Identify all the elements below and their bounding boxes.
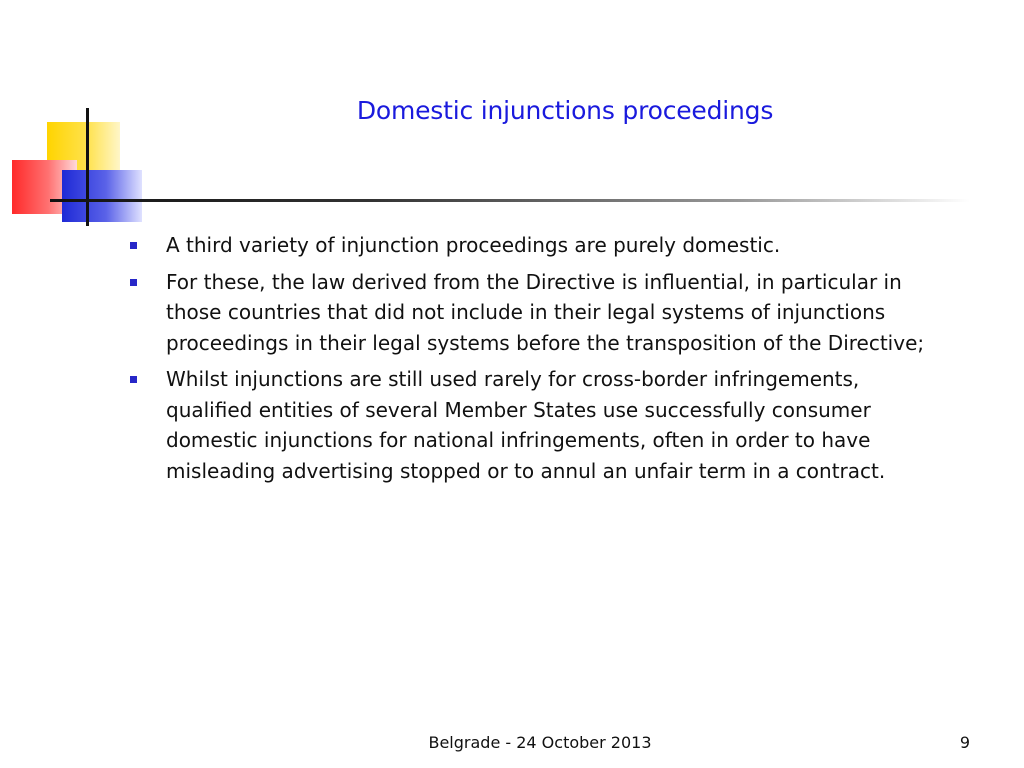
vertical-rule (86, 108, 89, 226)
square-bullet-icon (130, 242, 137, 249)
bullet-item (128, 364, 943, 486)
bullet-text: For these, the law derived from the Directive is influential, in particular in those countries that did not include in their legal systems of injunctions proceedings in their legal systems before the transposition of the Directive; (166, 269, 925, 355)
page-number: 9 (959, 733, 970, 752)
bullet-item (128, 267, 943, 359)
blue-square-icon (62, 170, 142, 222)
bullet-list (128, 230, 943, 492)
title-divider (50, 199, 970, 202)
square-bullet-icon (130, 376, 137, 383)
bullet-text: A third variety of injunction proceedings are purely domestic. (166, 233, 781, 257)
bullet-item (128, 230, 943, 261)
bullet-text: Whilst injunctions are still used rarely for cross-border infringements, qualified entities of several Member States use successfully consumer domestic injunctions for national infringements, often in order to have misleading advertising stopped or to annul an unfair term in a contract. (166, 367, 886, 483)
square-bullet-icon (130, 279, 137, 286)
slide-title: Domestic injunctions proceedings (356, 96, 774, 125)
footer-text: Belgrade - 24 October 2013 (428, 733, 652, 752)
